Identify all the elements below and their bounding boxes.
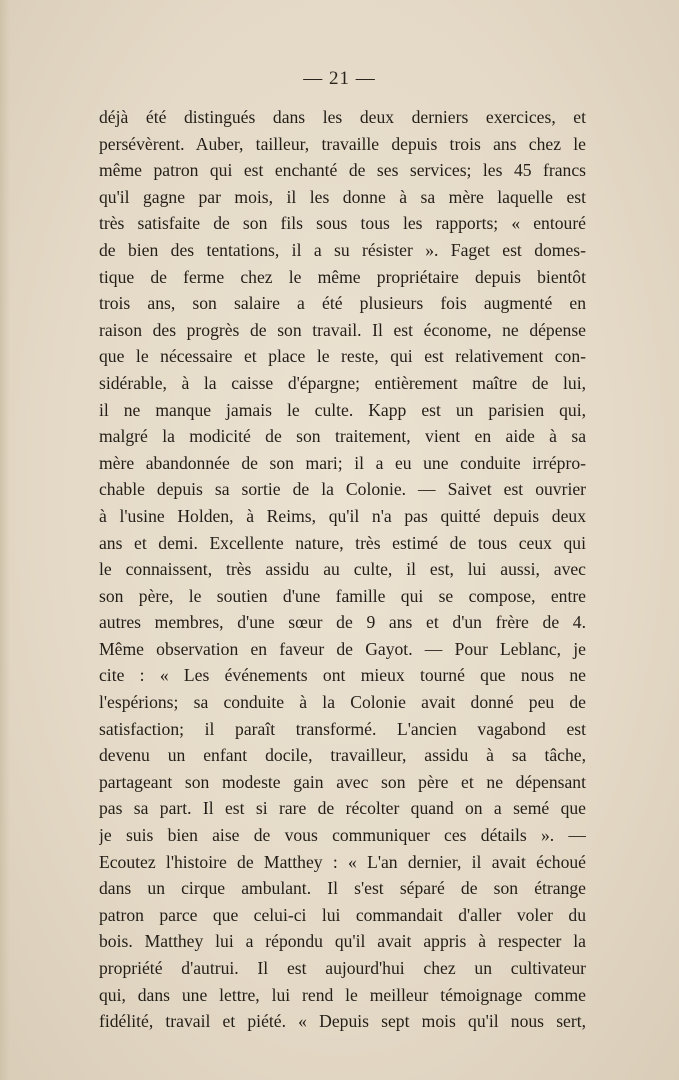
text-line: devenu un enfant docile, travailleur, assidu à sa tâche, <box>99 745 586 766</box>
text-line: propriété d'autrui. Il est aujourd'hui chez un cultivateur <box>99 958 586 978</box>
text-line: même patron qui est enchanté de ses services; les 45 francs <box>99 160 586 181</box>
text-line: partageant son modeste gain avec son père et ne dépensant <box>99 771 586 792</box>
text-line: son père, le soutien d'une famille qui se compose, entre <box>99 585 586 606</box>
text-line: de bien des tentations, il a su résister ». Faget est domes- <box>99 239 586 260</box>
text-line: malgré la modicité de son traitement, vient en aide à sa <box>99 426 586 447</box>
text-line: patron parce que celui-ci lui commandait d'aller voler du <box>99 904 586 925</box>
text-line: déjà été distingués dans les deux derniers exercices, et <box>99 107 586 127</box>
text-line: satisfaction; il paraît transformé. L'ancien vagabond est <box>99 718 586 739</box>
text-line: il ne manque jamais le culte. Kapp est un parisien qui, <box>99 399 586 420</box>
text-line: ans et demi. Excellente nature, très estimé de tous ceux qui <box>99 532 586 553</box>
text-line: chable depuis sa sortie de la Colonie. — Saivet est ouvrier <box>99 479 586 500</box>
page-number: — 21 — <box>303 68 376 89</box>
text-line: cite : « Les événements ont mieux tourné que nous ne <box>99 665 586 686</box>
text-line: raison des progrès de son travail. Il est économe, ne dépense <box>99 319 586 340</box>
text-line: tique de ferme chez le même propriétaire depuis bientôt <box>99 266 586 287</box>
text-line: pas sa part. Il est si rare de récolter quand on a semé que <box>99 798 586 819</box>
text-line: Ecoutez l'histoire de Matthey : « L'an dernier, il avait échoué <box>99 851 586 872</box>
text-line: que le nécessaire et place le reste, qui est relativement con- <box>99 346 586 367</box>
text-line: je suis bien aise de vous communiquer ces détails ». — <box>99 825 586 846</box>
text-line: autres membres, d'une sœur de 9 ans et d'un frère de 4. <box>99 612 586 633</box>
text-line: l'espérions; sa conduite à la Colonie avait donné peu de <box>99 692 586 713</box>
text-line: dans un cirque ambulant. Il s'est séparé de son étrange <box>99 878 586 899</box>
text-line: bois. Matthey lui a répondu qu'il avait appris à respecter la <box>99 931 586 952</box>
text-line: Même observation en faveur de Gayot. — Pour Leblanc, je <box>99 638 586 659</box>
text-line: qui, dans une lettre, lui rend le meilleur témoignage comme <box>99 984 586 1005</box>
text-line: sidérable, à la caisse d'épargne; entièrement maître de lui, <box>99 372 586 393</box>
text-line: à l'usine Holden, à Reims, qu'il n'a pas quitté depuis deux <box>99 505 586 526</box>
text-line: fidélité, travail et piété. « Depuis sept mois qu'il nous sert, <box>99 1011 586 1032</box>
body-text <box>99 104 586 1035</box>
text-line: trois ans, son salaire a été plusieurs fois augmenté en <box>99 293 586 314</box>
text-line: le connaissent, très assidu au culte, il est, lui aussi, avec <box>99 559 586 580</box>
text-line: mère abandonnée de son mari; il a eu une conduite irrépro- <box>99 452 586 473</box>
text-line: très satisfaite de son fils sous tous les rapports; « entouré <box>99 213 586 234</box>
text-line: qu'il gagne par mois, il les donne à sa mère laquelle est <box>99 186 586 207</box>
page-binding-edge <box>0 0 10 1080</box>
text-line: persévèrent. Auber, tailleur, travaille depuis trois ans chez le <box>99 133 586 154</box>
